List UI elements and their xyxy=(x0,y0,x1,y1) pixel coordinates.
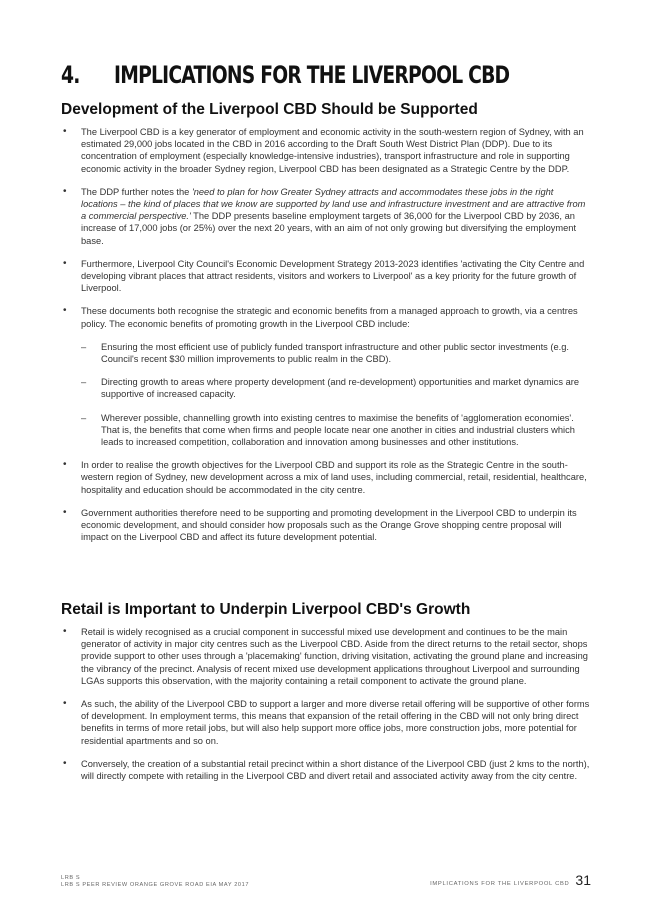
list-item xyxy=(61,459,591,496)
footer-section-label: IMPLICATIONS FOR THE LIVERPOOL CBD xyxy=(430,881,570,887)
chapter-number: 4. xyxy=(61,61,80,89)
bullet-text-lead: The DDP further notes the xyxy=(81,186,192,197)
list-item xyxy=(61,507,591,544)
sub-list-item xyxy=(61,412,591,449)
section-heading-retail: Retail is Important to Underpin Liverpool CBD's Growth xyxy=(61,601,471,618)
bullet-icon: • xyxy=(63,459,67,471)
section-heading-development: Development of the Liverpool CBD Should be Supported xyxy=(61,101,478,118)
list-item xyxy=(61,626,591,687)
footer-left-line1: LRB S xyxy=(61,875,81,881)
bullet-text: Conversely, the creation of a substantial retail precinct within a short distance of the Liverpool CBD (just 2 kms to the north), will directly compete with retailing in the Liverpool CBD and divert retail and associated activity away from the city centre. xyxy=(81,758,590,782)
list-item xyxy=(61,258,591,295)
bullet-text: In order to realise the growth objectives for the Liverpool CBD and support its role as the Strategic Centre in the south-western region of Sydney, new development across a mix of land uses, including commercial, retail, residential, healthcare, hospitality and education should be accommodated in the city centre. xyxy=(81,460,587,495)
bullet-text: Government authorities therefore need to be supporting and promoting development in the Liverpool CBD to underpin its economic development, and should consider how proposals such as the Orange Grove shopping centre proposal will impact on the Liverpool CBD and affect its future development potential. xyxy=(81,507,577,543)
chapter-heading xyxy=(61,61,509,89)
bullet-text: These documents both recognise the strategic and economic benefits from a managed approach to growth, via a centres policy. The economic benefits of promoting growth in the Liverpool CBD include: xyxy=(81,306,578,329)
section1-list xyxy=(61,126,591,554)
sub-item-text: Wherever possible, channelling growth into existing centres to maximise the benefits of 'agglomeration economies'. That is, the benefits that come when firms and people locate near one another in cities and industrial clusters which leads to increased competition, collaboration and innovation among businesses and other institutions. xyxy=(101,412,575,448)
bullet-icon: • xyxy=(63,626,67,637)
bullet-icon: • xyxy=(63,126,67,137)
bullet-icon: • xyxy=(63,757,67,769)
bullet-icon: • xyxy=(63,698,67,710)
bullet-icon: • xyxy=(63,185,67,197)
bullet-quote: 'need to plan for how Greater Sydney attracts and accommodates these jobs in the right locations – the kind of places that we know are supported by land use and infrastructure investment and are attractive from a commercial perspective.' xyxy=(81,186,586,222)
bullet-icon: • xyxy=(63,506,67,518)
list-item xyxy=(61,305,591,329)
sub-list-item xyxy=(61,376,591,400)
sub-list-item xyxy=(61,341,591,365)
bullet-icon: • xyxy=(63,305,67,317)
dash-icon: – xyxy=(81,377,87,388)
list-item xyxy=(61,698,591,747)
bullet-text: The Liverpool CBD is a key generator of employment and economic activity in the south-western region of Sydney, with an estimated 29,000 jobs located in the CBD in 2016 according to the Draft South West District Plan (DDP). Due to its concentration of employment (especially knowledge-intensive industries), transport infrastructure and role in supporting economic activity in the broader Sydney region, Liverpool CBD has been designated as a Strategic Centre by the DDP. xyxy=(81,127,584,174)
dash-icon: – xyxy=(81,341,87,352)
chapter-title: IMPLICATIONS FOR THE LIVERPOOL CBD xyxy=(114,61,510,89)
footer-left-line2: LRB S PEER REVIEW ORANGE GROVE ROAD EIA MAY 2017 xyxy=(61,882,250,888)
bullet-text-rest: The DDP presents baseline employment targets of 36,000 for the Liverpool CBD by 2036, an increase of 17,000 jobs (or 25%) over the next 20 years, with an aim of not only growing but diversifying the employment base. xyxy=(81,211,577,246)
dash-icon: – xyxy=(81,412,87,423)
footer-left xyxy=(61,875,249,889)
bullet-text: Retail is widely recognised as a crucial component in successful mixed use development and continues to be the main generator of activity in major city centres such as the Liverpool CBD. Aside from the direct returns to the retail sector, shops provide support to other uses through a 'placemaking' function, driving visitation, activating the ground plane and increasing the vibrancy of the precinct. Analysis of recent mixed use development applications throughout Liverpool and surrounding LGAs supports this observation, with the majority containing a retail component to activate the ground plane. xyxy=(81,627,588,686)
sub-item-text: Directing growth to areas where property development (and re-development) opportunities and market dynamics are supportive of increased capacity. xyxy=(101,377,579,400)
list-item xyxy=(61,186,591,247)
bullet-text: Furthermore, Liverpool City Council's Economic Development Strategy 2013-2023 identifies 'activating the City Centre and developing vibrant places that attract residents, visitors and workers to Liverpool' as a key priority for the future growth of Liverpool. xyxy=(81,258,585,294)
section2-list xyxy=(61,626,591,793)
list-item xyxy=(61,126,591,175)
bullet-icon: • xyxy=(63,257,67,269)
sub-item-text: Ensuring the most efficient use of publicly funded transport infrastructure and other public sector investments (e.g. Council's recent $30 million improvements to public realm in the CBD). xyxy=(101,341,570,365)
list-item xyxy=(61,758,591,782)
bullet-text: As such, the ability of the Liverpool CBD to support a larger and more diverse retail offering will be supportive of other forms of development. In employment terms, this means that expansion of the retail offering in the CBD will not only bring direct benefits in terms of more retail jobs, but will also help support more office jobs, more construction jobs, more potential for residential apartments and so on. xyxy=(81,699,590,746)
footer-right xyxy=(430,872,591,888)
page-number: 31 xyxy=(575,872,591,888)
